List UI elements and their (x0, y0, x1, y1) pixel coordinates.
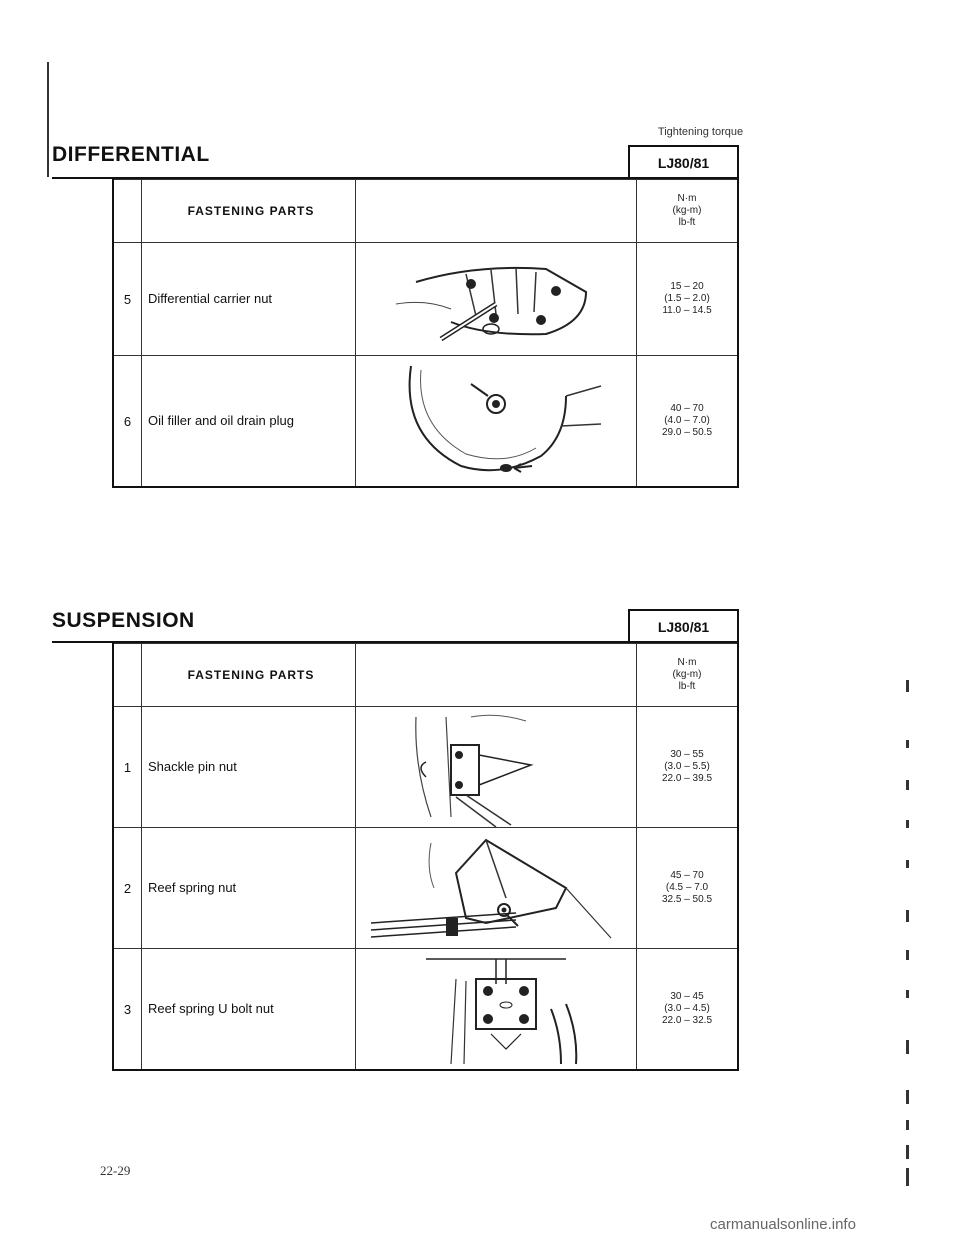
part-name: Oil filler and oil drain plug (142, 356, 356, 488)
model-box-suspension: LJ80/81 (628, 609, 739, 643)
part-name: Reef spring U bolt nut (142, 949, 356, 1071)
table-row (113, 356, 738, 488)
row-number: 2 (113, 828, 142, 949)
row-number: 1 (113, 707, 142, 828)
table-header-row (113, 644, 738, 707)
part-name: Shackle pin nut (142, 707, 356, 828)
reef-spring-nut-illustration (356, 828, 637, 949)
units-header: N·m (kg-m) lb-ft (637, 644, 739, 707)
table-header-row (113, 180, 738, 243)
shackle-pin-illustration (356, 707, 637, 828)
oil-plug-illustration (356, 356, 637, 488)
table-row (113, 243, 738, 356)
fastening-parts-header: FASTENING PARTS (142, 180, 356, 243)
table-row (113, 828, 738, 949)
watermark: carmanualsonline.info (710, 1216, 856, 1233)
section-title-suspension: SUSPENSION (52, 609, 195, 632)
suspension-table (112, 643, 739, 1071)
differential-table (112, 179, 739, 488)
table-row (113, 707, 738, 828)
binding-edge-marks (903, 620, 917, 1190)
section-title-differential: DIFFERENTIAL (52, 143, 210, 166)
part-name: Differential carrier nut (142, 243, 356, 356)
part-name: Reef spring nut (142, 828, 356, 949)
torque-value: 40 – 70 (4.0 – 7.0) 29.0 – 50.5 (637, 356, 739, 488)
torque-value: 15 – 20 (1.5 – 2.0) 11.0 – 14.5 (637, 243, 739, 356)
differential-carrier-illustration (356, 243, 637, 356)
u-bolt-illustration (356, 949, 637, 1071)
model-box-differential: LJ80/81 (628, 145, 739, 179)
row-number: 3 (113, 949, 142, 1071)
torque-value: 45 – 70 (4.5 – 7.0 32.5 – 50.5 (637, 828, 739, 949)
torque-value: 30 – 55 (3.0 – 5.5) 22.0 – 39.5 (637, 707, 739, 828)
units-header: N·m (kg-m) lb-ft (637, 180, 739, 243)
torque-value: 30 – 45 (3.0 – 4.5) 22.0 – 32.5 (637, 949, 739, 1071)
row-number: 6 (113, 356, 142, 488)
page-number: 22-29 (100, 1163, 131, 1178)
row-number: 5 (113, 243, 142, 356)
fastening-parts-header: FASTENING PARTS (142, 644, 356, 707)
margin-rule (47, 62, 49, 177)
tightening-torque-caption: Tightening torque (657, 126, 744, 138)
table-row (113, 949, 738, 1071)
